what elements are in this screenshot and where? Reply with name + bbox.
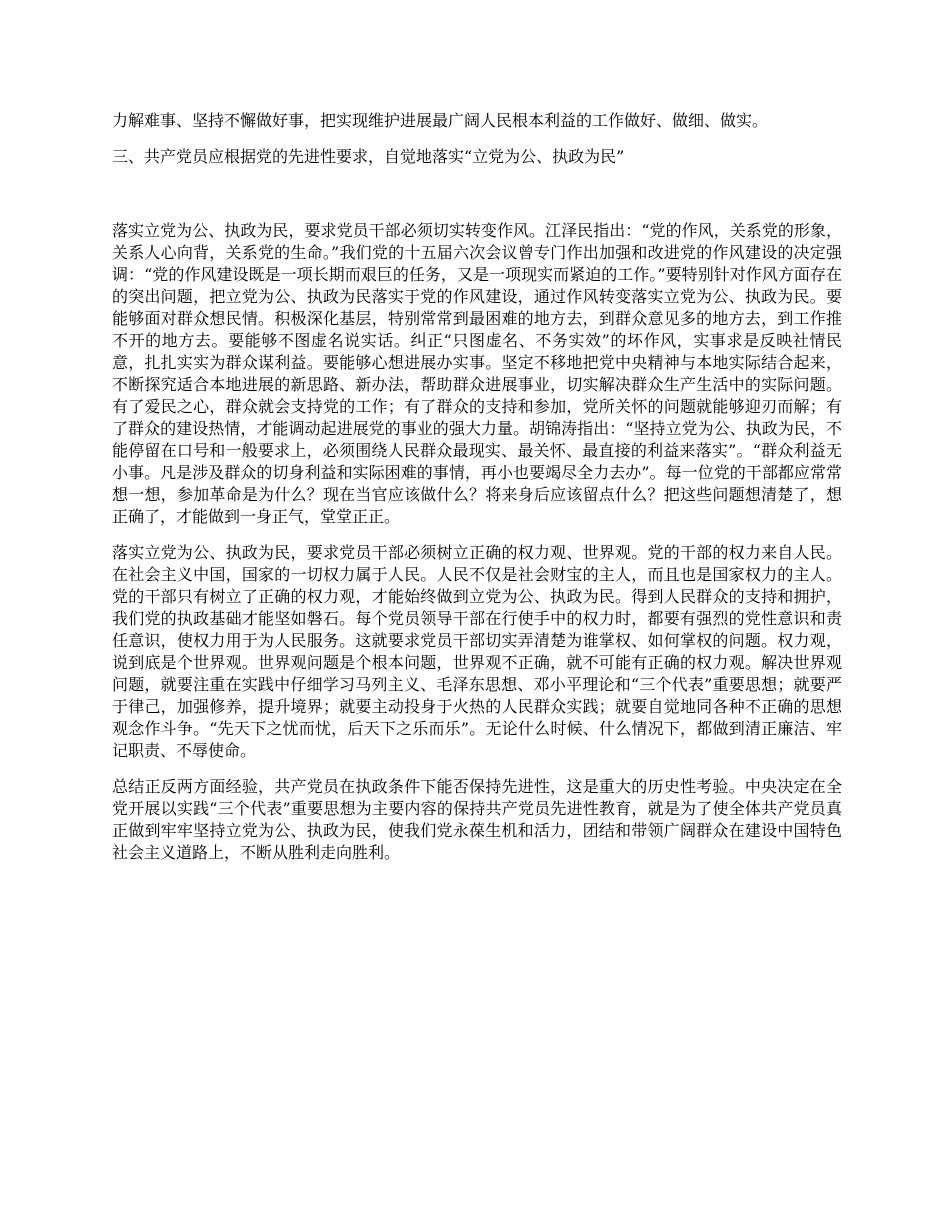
document-page (112, 110, 842, 878)
paragraph-conclusion: 总结正反两方面经验，共产党员在执政条件下能否保持先进性，这是重大的历史性考验。中央决定在全党开展以实践“三个代表”重要思想为主要内容的保持共产党员先进性教育，就是为了使全体共产党员真正做到牢牢坚持立党为公、执政为民，使我们党永葆生机和活力，团结和带领广阔群众在建设中国特色社会主义道路上，不断从胜利走向胜利。 (112, 777, 842, 862)
paragraph-work-style: 落实立党为公、执政为民，要求党员干部必须切实转变作风。江泽民指出：“党的作风，关系党的形象，关系人心向背，关系党的生命。”我们党的十五届六次会议曾专门作出加强和改进党的作风建设的决定强调：“党的作风建设既是一项长期而艰巨的任务，又是一项现实而紧迫的工作。”要特别针对作风方面存在的突出问题，把立党为公、执政为民落实于党的作风建设，通过作风转变落实立党为公、执政为民。要能够面对群众想民情。积极深化基层，特别常常到最困难的地方去，到群众意见多的地方去，到工作推不开的地方去。要能够不图虚名说实话。纠正“只图虚名、不务实效”的坏作风，实事求是反映社情民意，扎扎实实为群众谋利益。要能够心想进展办实事。坚定不移地把党中央精神与本地实际结合起来，不断探究适合本地进展的新思路、新办法，帮助群众进展事业，切实解决群众生产生活中的实际问题。有了爱民之心，群众就会支持党的工作；有了群众的支持和参加，党所关怀的问题就能够迎刃而解；有了群众的建设热情，才能调动起进展党的事业的强大力量。胡锦涛指出：“坚持立党为公、执政为民，不能停留在口号和一般要求上，必须围绕人民群众最现实、最关怀、最直接的利益来落实”。“群众利益无小事。凡是涉及群众的切身利益和实际困难的事情，再小也要竭尽全力去办”。每一位党的干部都应常常想一想，参加革命是为什么？现在当官应该做什么？将来身后应该留点什么？把这些问题想清楚了，想正确了，才能做到一身正气，堂堂正正。 (112, 221, 842, 526)
paragraph-power-worldview: 落实立党为公、执政为民，要求党员干部必须树立正确的权力观、世界观。党的干部的权力来自人民。在社会主义中国，国家的一切权力属于人民。人民不仅是社会财宝的主人，而且也是国家权力的主人。党的干部只有树立了正确的权力观，才能始终做到立党为公、执政为民。得到人民群众的支持和拥护，我们党的执政基础才能坚如磐石。每个党员领导干部在行使手中的权力时，都要有强烈的党性意识和责任意识，使权力用于为人民服务。这就要求党员干部切实弄清楚为谁掌权、如何掌权的问题。权力观，说到底是个世界观。世界观问题是个根本问题，世界观不正确，就不可能有正确的权力观。解决世界观问题，就要注重在实践中仔细学习马列主义、毛泽东思想、邓小平理论和“三个代表”重要思想；就要严于律己，加强修养，提升境界；就要主动投身于火热的人民群众实践；就要自觉地同各种不正确的思想观念作斗争。“先天下之忧而忧，后天下之乐而乐”。无论什么时候、什么情况下，都做到清正廉洁、牢记职责、不辱使命。 (112, 543, 842, 760)
paragraph-continuation: 力解难事、坚持不懈做好事，把实现维护进展最广阔人民根本利益的工作做好、做细、做实。 (112, 111, 769, 130)
section-heading: 三、共产党员应根据党的先进性要求，自觉地落实“立党为公、执政为民” (112, 147, 625, 166)
